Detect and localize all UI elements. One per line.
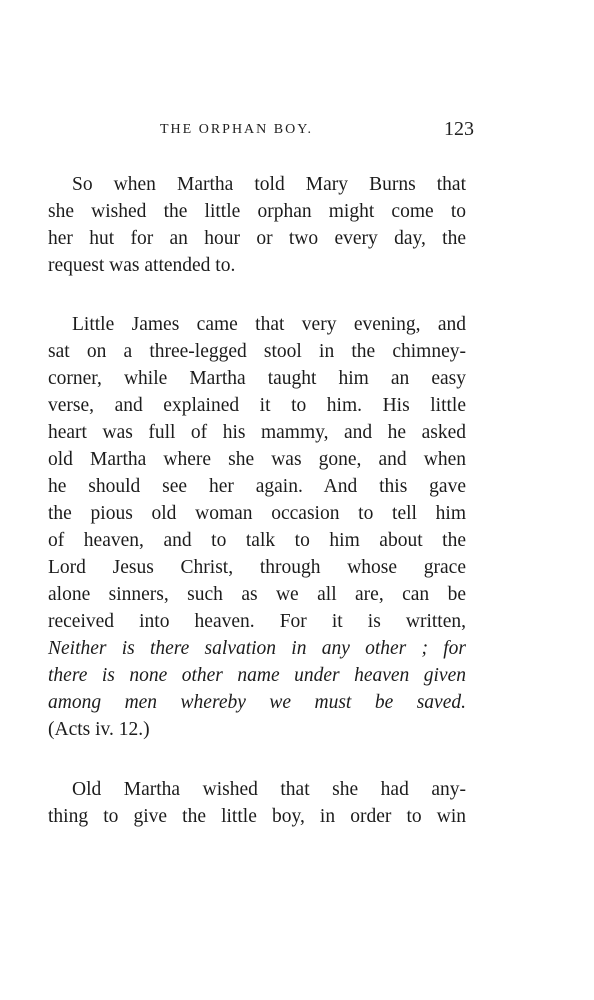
text-line: of heaven, and to talk to him about the: [48, 530, 466, 551]
text-line: request was attended to.: [48, 255, 236, 276]
scripture-quote-line: Neither is there salvation in any other ; for: [48, 638, 466, 659]
scripture-quote-line: there is none other name under heaven given: [48, 665, 466, 686]
text-line: old Martha where she was gone, and when: [48, 449, 466, 470]
text-line: Lord Jesus Christ, through whose grace: [48, 557, 466, 578]
running-head: [48, 118, 472, 144]
running-title: THE ORPHAN BOY.: [160, 122, 314, 137]
text-line: she wished the little orphan might come to: [48, 201, 466, 222]
text-line: the pious old woman occasion to tell him: [48, 503, 466, 524]
text-line: So when Martha told Mary Burns that: [72, 174, 466, 195]
text-line: Little James came that very evening, and: [72, 314, 466, 335]
text-line: her hut for an hour or two every day, the: [48, 228, 466, 249]
scripture-quote-line: among men whereby we must be saved.: [48, 692, 466, 713]
text-line: verse, and explained it to him. His little: [48, 395, 466, 416]
text-line: Old Martha wished that she had any-: [72, 779, 466, 800]
text-line: corner, while Martha taught him an easy: [48, 368, 466, 389]
text-line: thing to give the little boy, in order to win: [48, 806, 466, 827]
text-line: sat on a three-legged stool in the chimney-: [48, 341, 466, 362]
text-line: heart was full of his mammy, and he asked: [48, 422, 466, 443]
page-number: 123: [444, 118, 474, 140]
text-line: alone sinners, such as we all are, can be: [48, 584, 466, 605]
scripture-citation: (Acts iv. 12.): [48, 719, 150, 740]
text-line: he should see her again. And this gave: [48, 476, 466, 497]
text-line: received into heaven. For it is written,: [48, 611, 466, 632]
